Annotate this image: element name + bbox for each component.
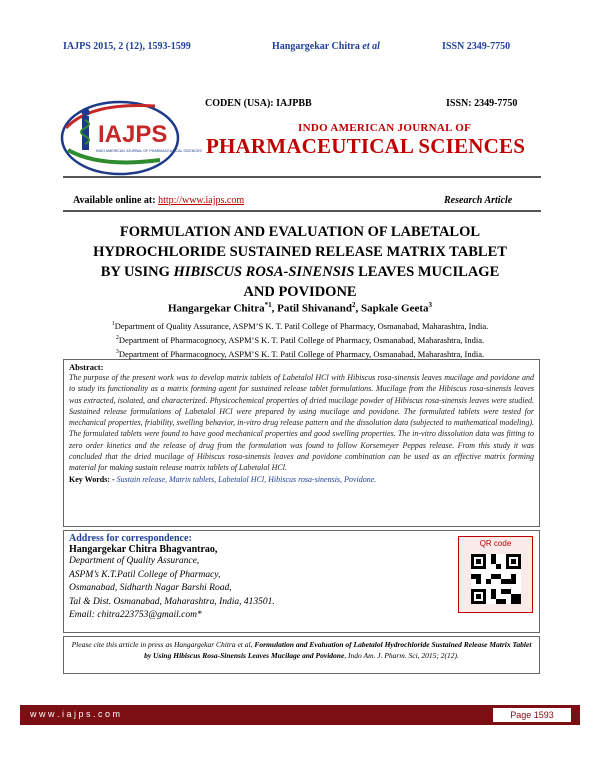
author-1: Hangargekar Chitra bbox=[167, 302, 265, 315]
citation-suffix: , Indo Am. J. Pharm. Sci, 2015; 2(12). bbox=[344, 650, 459, 660]
footer-site: w w w . i a j p s . c o m bbox=[30, 709, 121, 719]
author-3-sup: 3 bbox=[428, 301, 433, 309]
abstract-text: The purpose of the present work was to develop matrix tablets of Labetalol HCl with Hibiscus rosa-sinensis leaves mucilage and povidone and to study its functionality as a matrix forming agent for sustained release tablet formulations. Mucilage from the Hibiscus rosa-sinensis leaves was extracted, isolated, and characterized. Physicochemical properties of dried mucilage powder of Hibiscus rosa-sinensis leaves were studied. Sustained release formulations of Labetalol HCl were prepared by using mucilage and povidone. The formulated tablets were tested for mechanical properties, friability, swelling behavior, in-vitro drug release pattern and the dissolution data (subjected to mathematical modeling). The formulated tablets were found to have good mechanical properties and good swelling properties. The in-vitro dissolution data was fitting to zero order kinetics and the release of drug from the formulation was found to follow Korsemeyer Peppas release. From this study it was concluded that the dried mucilage of Hibiscus rosa-sinensis leaves and povidone combination can be used as an effective matrix forming material for making sustain release matrix tablets of Labetalol HCl. bbox=[69, 373, 534, 473]
page-number: Page 1593 bbox=[492, 707, 572, 723]
title-species: HIBISCUS ROSA-SINENSIS bbox=[173, 264, 355, 280]
journal-name-large: PHARMACEUTICAL SCIENCES bbox=[206, 134, 526, 158]
logo-subtext: INDO AMERICAN JOURNAL OF PHARMACEUTICAL SCIENCES bbox=[96, 149, 202, 153]
available-label: Available online at: bbox=[73, 195, 156, 206]
author-2-sup: 2 bbox=[352, 301, 356, 309]
article-title bbox=[40, 222, 560, 302]
citation-title: Formulation and Evaluation of Labetalol Hydrochloride Sustained Release Matrix Tablet by Using Hibiscus Rosa-Sinensis Leaves Mucilage and Povidone bbox=[144, 640, 532, 660]
qr-code-icon bbox=[471, 554, 521, 604]
keywords-text: Sustain release, Matrix tablets, Labetalol HCl, Hibiscus rosa-sinensis, Povidone. bbox=[114, 474, 377, 484]
coden: CODEN (USA): IAJPBB bbox=[205, 98, 312, 109]
author-1-sup: *1 bbox=[264, 301, 272, 309]
abstract-heading: Abstract: bbox=[69, 362, 104, 372]
journal-logo bbox=[60, 98, 202, 176]
affiliations bbox=[40, 318, 560, 359]
journal-name-small: INDO AMERICAN JOURNAL OF bbox=[298, 122, 472, 134]
title-line-3c: LEAVES MUCILAGE bbox=[354, 264, 500, 280]
logo-wordmark: IAJPS bbox=[98, 121, 168, 148]
abstract-box bbox=[63, 359, 540, 527]
citation-box bbox=[63, 636, 540, 674]
header-journal-ref: IAJPS 2015, 2 (12), 1593-1599 bbox=[63, 41, 191, 52]
title-line-3 bbox=[40, 262, 560, 282]
title-line-1: FORMULATION AND EVALUATION OF LABETALOL bbox=[119, 224, 481, 240]
affiliation-1 bbox=[40, 318, 560, 332]
footer-bar bbox=[20, 705, 580, 725]
correspondence-name: Hangargekar Chitra Bhagvantrao, bbox=[69, 544, 218, 555]
author-2: Patil Shivanand bbox=[277, 302, 352, 315]
affiliation-2-text: Department of Pharmacognocy, ASPM’S K. T. Patil College of Pharmacy, Osmanabad, Maharashtra, India. bbox=[118, 334, 485, 345]
title-line-4: AND POVIDONE bbox=[243, 284, 357, 300]
qr-code-panel bbox=[458, 536, 533, 613]
affiliation-3 bbox=[40, 346, 560, 360]
correspondence-email: Email: chitra223753@gmail.com* bbox=[69, 610, 202, 620]
keywords bbox=[69, 474, 534, 485]
keywords-label: Key Words: - bbox=[69, 474, 115, 484]
correspondence-line-2: ASPM’s K.T.Patil College of Pharmacy, bbox=[69, 569, 221, 580]
logo-graphic bbox=[60, 98, 202, 176]
affiliation-3-text: Department of Pharmacognocy, ASPM’S K. T. Patil College of Pharmacy, Osmanabad, Maharashtra, India. bbox=[118, 348, 485, 359]
header-author-name: Hangargekar Chitra bbox=[272, 41, 360, 52]
correspondence-heading: Address for correspondence: bbox=[69, 533, 192, 544]
available-online bbox=[73, 195, 244, 206]
article-type: Research Article bbox=[444, 195, 513, 206]
affiliation-2 bbox=[40, 332, 560, 346]
rule-top bbox=[63, 176, 541, 178]
journal-url-link[interactable]: http://www.iajps.com bbox=[158, 195, 245, 206]
affiliation-1-text: Department of Quality Assurance, ASPM’S K. T. Patil College of Pharmacy, Osmanabad, Maharashtra, India. bbox=[114, 320, 489, 331]
correspondence-line-4: Tal & Dist. Osmanabad, Maharashtra, India, 413501. bbox=[69, 596, 275, 607]
affiliation-1-sup: 1 bbox=[111, 321, 115, 327]
citation-prefix: Please cite this article in press as Hangargekar Chitra et al, bbox=[71, 640, 255, 649]
correspondence-line-1: Department of Quality Assurance, bbox=[69, 556, 200, 566]
header-author-etal: et al bbox=[362, 41, 380, 52]
correspondence-line-3: Osmanabad, Sidharth Nagar Barshi Road, bbox=[69, 583, 232, 593]
author-3: Sapkale Geeta bbox=[361, 302, 429, 315]
affiliation-2-sup: 2 bbox=[115, 334, 119, 341]
author-list: Hangargekar Chitra$^{*1}$, Patil Shivanand$^2$, Sapkale Geeta$^3$ bbox=[167, 301, 433, 315]
title-line-3a: BY USING bbox=[100, 264, 174, 280]
masthead-issn: ISSN: 2349-7750 bbox=[446, 98, 518, 109]
header-issn: ISSN 2349-7750 bbox=[442, 41, 511, 52]
rule-bottom bbox=[63, 210, 541, 212]
title-line-2: HYDROCHLORIDE SUSTAINED RELEASE MATRIX TABLET bbox=[93, 244, 507, 260]
affiliation-3-sup: 3 bbox=[115, 348, 119, 355]
qr-label: QR code bbox=[479, 539, 512, 548]
header-author bbox=[272, 41, 380, 52]
